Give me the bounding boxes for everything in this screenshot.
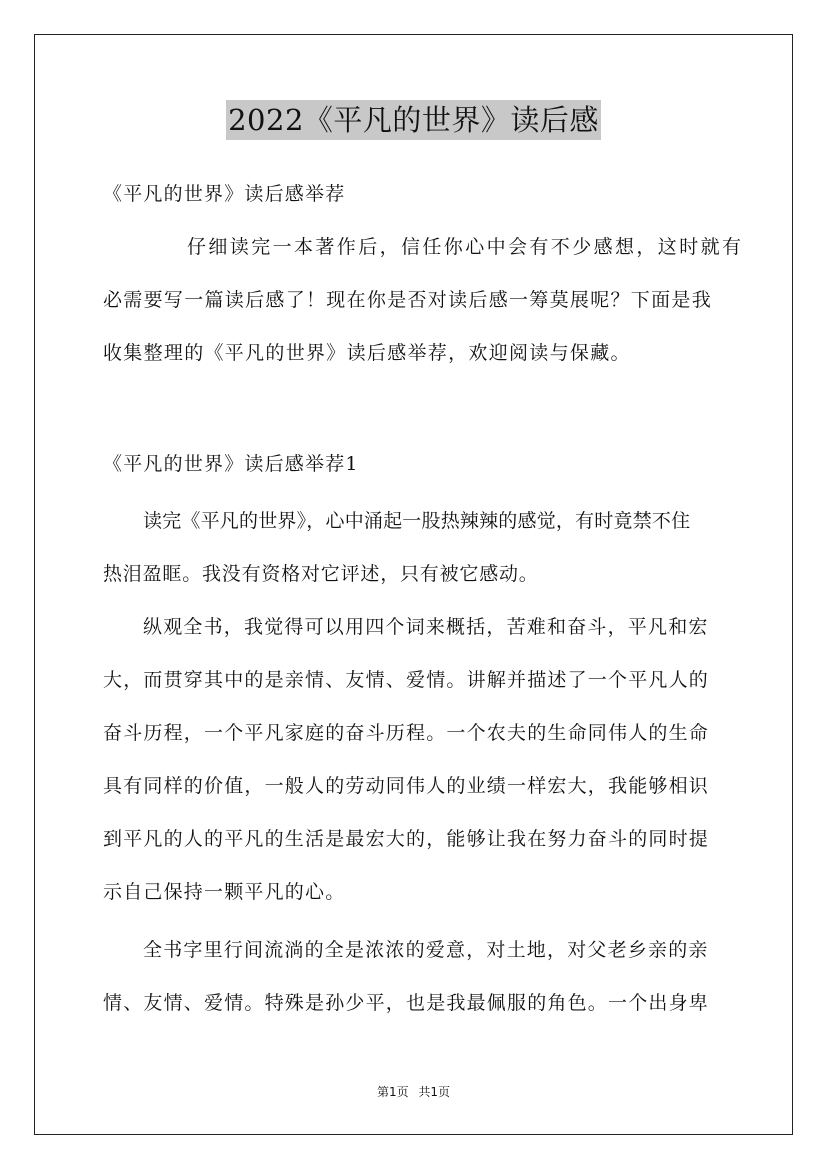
section-heading: 《平凡的世界》读后感举荐1 [103, 453, 359, 475]
intro-line: 收集整理的《平凡的世界》读后感举荐，欢迎阅读与保藏。 [103, 342, 631, 364]
paragraph-line: 读完《平凡的世界》，心中涌起一股热辣辣的感觉，有时竟禁不住 [143, 510, 691, 532]
intro-line: 仔细读完一本著作后，信任你心中会有不少感想，这时就有 [187, 236, 744, 258]
paragraph-line: 到平凡的人的平凡的生活是最宏大的，能够让我在努力奋斗的同时提 [103, 828, 710, 850]
paragraph-line: 全书字里行间流淌的全是浓浓的爱意，对土地，对父老乡亲的亲 [143, 939, 709, 961]
subtitle: 《平凡的世界》读后感举荐 [103, 183, 346, 205]
paragraph-line: 情、友情、爱情。特殊是孙少平，也是我最佩服的角色。一个出身卑 [103, 992, 710, 1014]
page-footer [0, 1083, 827, 1100]
document-title: 2022《平凡的世界》读后感 [226, 100, 601, 140]
paragraph-line: 大，而贯穿其中的是亲情、友情、爱情。讲解并描述了一个平凡人的 [103, 669, 710, 691]
paragraph-line: 示自己保持一颗平凡的心。 [103, 881, 346, 903]
paragraph-line: 奋斗历程，一个平凡家庭的奋斗历程。一个农夫的生命同伟人的生命 [103, 722, 710, 744]
intro-line: 必需要写一篇读后感了！现在你是否对读后感一筹莫展呢？下面是我 [103, 289, 713, 311]
paragraph-line: 纵观全书，我觉得可以用四个词来概括，苦难和奋斗，平凡和宏 [143, 616, 709, 638]
page-total: 共1页 [418, 1085, 451, 1099]
page-number: 第1页 [376, 1085, 409, 1099]
paragraph-line: 具有同样的价值，一般人的劳动同伟人的业绩一样宏大，我能够相识 [103, 775, 710, 797]
document-title-wrap [0, 100, 827, 140]
paragraph-line: 热泪盈眶。我没有资格对它评述，只有被它感动。 [103, 563, 539, 585]
